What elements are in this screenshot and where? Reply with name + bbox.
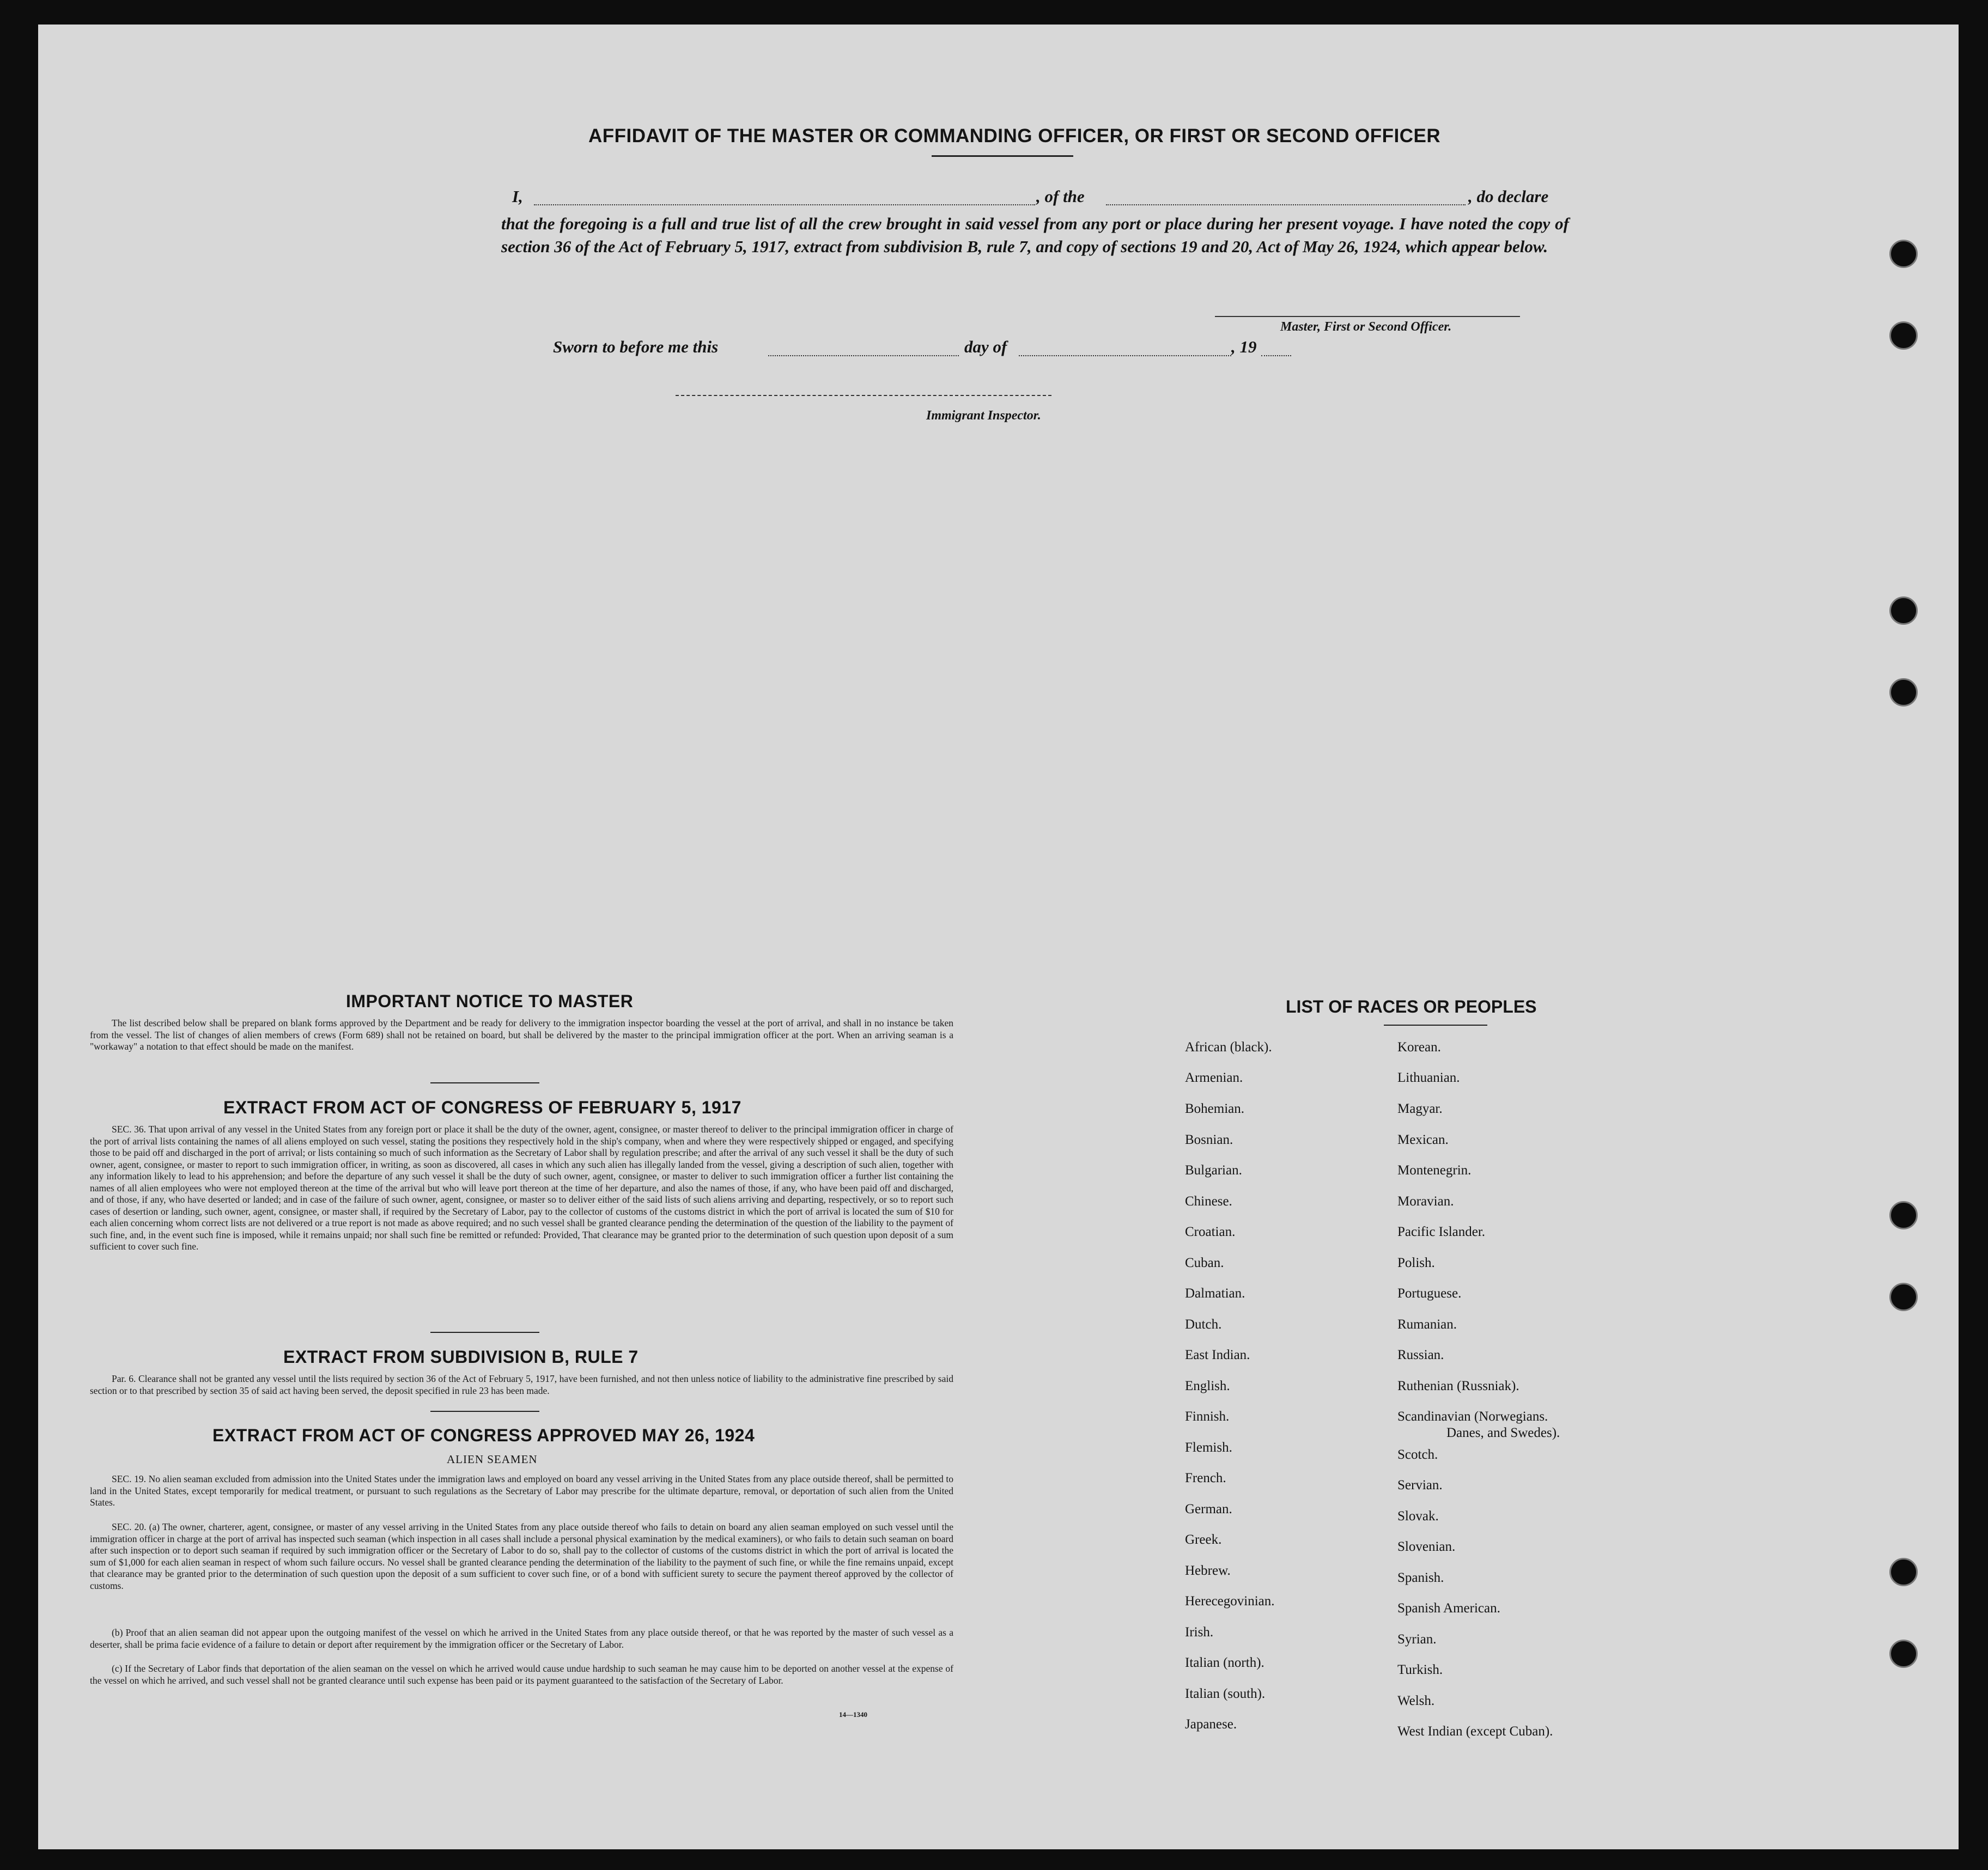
race-item: Finnish. (1185, 1409, 1230, 1424)
punch-hole (1889, 321, 1918, 350)
sec20b-text: (b) Proof that an alien seaman did not appear upon the outgoing manifest of the vessel on which he arrived in the United States from any place outside thereof, or that he was reported by the master of such vessel as a deserter, shall be prima facie evidence of a failure to detain or deport after requirement by the immigration officer or the Secretary of Labor. (90, 1627, 953, 1650)
punch-hole (1889, 678, 1918, 706)
race-item: Armenian. (1185, 1070, 1243, 1085)
races-title: LIST OF RACES OR PEOPLES (1286, 997, 1537, 1016)
race-item: Greek. (1185, 1532, 1222, 1547)
divider (430, 1082, 539, 1083)
extract-rule7-title: EXTRACT FROM SUBDIVISION B, RULE 7 (283, 1347, 639, 1367)
race-item: Moravian. (1397, 1194, 1454, 1209)
race-item: English. (1185, 1379, 1230, 1393)
master-signature-line[interactable] (1215, 316, 1520, 317)
extract-1917-title: EXTRACT FROM ACT OF CONGRESS OF FEBRUARY 5, 1917 (223, 1098, 741, 1117)
race-item: Croatian. (1185, 1225, 1236, 1239)
punch-hole (1889, 1558, 1918, 1586)
sec19-text: SEC. 19. No alien seaman excluded from admission into the United States under the immigration laws and employed on board any vessel arriving in the United States from any place outside thereof, shall be permitted to land in the United States, except temporarily for medical treatment, or pursuant to such regulations as the Secretary of Labor may prescribe for the ultimate departure, removal, or deportation of such alien from the United States. (90, 1473, 953, 1508)
sworn-month-blank[interactable] (1019, 355, 1231, 356)
race-item: Rumanian. (1397, 1317, 1457, 1332)
year-label: , 19 (1231, 337, 1257, 356)
race-item: Montenegrin. (1397, 1163, 1472, 1178)
race-item: Scotch. (1397, 1447, 1438, 1462)
race-item: Chinese. (1185, 1194, 1232, 1209)
extract-rule7-text: Par. 6. Clearance shall not be granted any vessel until the lists required by section 36 of the Act of February 5, 1917, have been furnished, and not then unless notice of liability to the administrative fine prescribed by said section or to that prescribed by section 35 of said act having been served, the deposit specified in rule 23 has been made. (90, 1373, 953, 1396)
punch-hole (1889, 596, 1918, 625)
divider (932, 155, 1073, 157)
inspector-signature-line[interactable] (676, 395, 1051, 396)
race-item: Russian. (1397, 1348, 1444, 1362)
race-item: Polish. (1397, 1256, 1435, 1270)
race-item: Bohemian. (1185, 1101, 1245, 1116)
race-item: Lithuanian. (1397, 1070, 1460, 1085)
race-item: Irish. (1185, 1625, 1214, 1640)
of-the-label: , of the (1036, 187, 1085, 206)
divider (430, 1411, 539, 1412)
extract-1924-title: EXTRACT FROM ACT OF CONGRESS APPROVED MAY 26, 1924 (212, 1426, 755, 1445)
punch-hole (1889, 1283, 1918, 1311)
sec20a-text: SEC. 20. (a) The owner, charterer, agent, consignee, or master of any vessel arriving in the United States from any place outside thereof who fails to detain on board any alien seaman employed on such vessel until the immigration officer in charge at the port of arrival has inspected such seaman (which inspection in all cases shall include a personal physical examination by the medical examiners), or who fails to detain such seaman on board after such inspection or to deport such seaman if required by such immigration officer or the Secretary of Labor to do so, shall pay to the collector of customs of the customs district in which the port of arrival is located the sum of $1,000 for each alien seaman in respect of whom such failure occurs. No vessel shall be granted clearance pending the determination of the liability to the payment of such fine, or while the fine remains unpaid, except that clearance may be granted prior to the determination of such question upon the deposit of a sum sufficient to cover such fine, or of a bond with sufficient surety to secure the payment thereof approved by the collector of customs. (90, 1521, 953, 1591)
race-item: Dutch. (1185, 1317, 1222, 1332)
sworn-label: Sworn to before me this (553, 337, 719, 356)
affidavit-i: I, (512, 187, 523, 206)
name-blank[interactable] (534, 204, 1035, 205)
vessel-blank[interactable] (1106, 204, 1466, 205)
race-item: Magyar. (1397, 1101, 1443, 1116)
punch-hole (1889, 240, 1918, 268)
race-item: Syrian. (1397, 1632, 1437, 1647)
document-page (38, 25, 1959, 1849)
race-item: Slovak. (1397, 1509, 1439, 1524)
race-item: Spanish American. (1397, 1601, 1500, 1616)
race-item: Scandinavian (Norwegians. (1397, 1409, 1548, 1424)
punch-hole (1889, 1640, 1918, 1668)
punch-hole (1889, 1201, 1918, 1229)
race-item: Servian. (1397, 1478, 1443, 1493)
inspector-caption: Immigrant Inspector. (926, 409, 1041, 423)
race-item: Welsh. (1397, 1694, 1435, 1708)
declare-label: , do declare (1468, 187, 1549, 206)
year-blank[interactable] (1261, 355, 1291, 356)
race-item: Bosnian. (1185, 1132, 1233, 1147)
race-item: East Indian. (1185, 1348, 1250, 1362)
race-item: Japanese. (1185, 1717, 1237, 1732)
race-item: West Indian (except Cuban). (1397, 1724, 1553, 1739)
race-item: French. (1185, 1471, 1226, 1485)
race-item: German. (1185, 1502, 1232, 1516)
bleed-text (1825, 106, 1832, 135)
affidavit-title: AFFIDAVIT OF THE MASTER OR COMMANDING OFFICER, OR FIRST OR SECOND OFFICER (588, 125, 1441, 147)
divider (430, 1332, 539, 1333)
notice-text: The list described below shall be prepared on blank forms approved by the Department and be ready for delivery to the immigration inspector boarding the vessel at the port of arrival, and shall in no instance be taken from the vessel. The list of changes of alien members of crews (Form 689) shall not be retained on board, but shall be delivered by the master to the principal immigration officer at the port. When an arriving seaman is a "workaway" a notation to that effect should be made on the manifest. (90, 1018, 953, 1052)
affidavit-paragraph: that the foregoing is a full and true list of all the crew brought in said vessel from any port or place during her present voyage. I have noted the copy of section 36 of the Act of February 5, 1917, extract from subdivision B, rule 7, and copy of sections 19 and 20, Act of May 26, 1924, which appear below. (501, 214, 1569, 256)
race-item: Bulgarian. (1185, 1163, 1242, 1178)
race-item: African (black). (1185, 1040, 1272, 1055)
race-item: Korean. (1397, 1040, 1441, 1055)
race-item: Dalmatian. (1185, 1286, 1245, 1301)
extract-1917-text: SEC. 36. That upon arrival of any vessel in the United States from any foreign port or place it shall be the duty of the owner, agent, consignee, or master thereof to deliver to the principal immigration officer in charge of the port of arrival lists containing the names of all aliens employed on such vessel, stating the positions they respectively hold in the ship's company, when and where they were respectively shipped or engaged, and specifying those to be paid off and discharged in the port of arrival; or lists containing so much of such information as the Secretary of Labor shall by regulation prescribe; and after the arrival of any such vessel it shall be the duty of such owner, agent, consignee, or master to report to such immigration officer, in writing, as soon as discovered, all cases in which any such alien has illegally landed from the vessel, giving a description of such alien, together with any information likely to lead to his apprehension; and before the departure of any such vessel it shall be the duty of such owner, agent, consignee, or master to deliver to such immigration officer a further list containing the names of all alien employees who were not employed thereon at the time of the arrival but who will leave port thereon at the time of her departure, and also the names of those, if any, who have been paid off and discharged, and of those, if any, who have deserted or landed; and in case of the failure of such owner, agent, consignee, or master so to deliver either of the said lists of such aliens arriving and departing, respectively, or so to report such cases of desertion or landing, such owner, agent, consignee, or master shall, if required by the Secretary of Labor, pay to the collector of customs of the customs district in which the port of arrival is located the sum of $10 for each alien concerning whom correct lists are not delivered or a true report is not made as above required; and no such vessel shall be granted clearance pending the determination of the question of the liability to the payment of such fine, and, in the event such fine is imposed, while it remains unpaid; nor shall such fine be remitted or refunded: Provided, That clearance may be granted prior to the determination of such question upon deposit of a sum sufficient to cover such fine. (90, 1124, 953, 1252)
master-caption: Master, First or Second Officer. (1280, 320, 1452, 334)
race-item: Turkish. (1397, 1662, 1443, 1677)
race-item: Italian (south). (1185, 1686, 1266, 1701)
form-number: 14—1340 (839, 1710, 867, 1719)
alien-seamen-subtitle: ALIEN SEAMEN (447, 1453, 538, 1466)
race-item: Pacific Islander. (1397, 1225, 1486, 1239)
race-item: Flemish. (1185, 1440, 1232, 1455)
race-item: Portuguese. (1397, 1286, 1462, 1301)
sec20c-text: (c) If the Secretary of Labor finds that deportation of the alien seaman on the vessel on which he arrived would cause undue hardship to such seaman he may cause him to be deported on another vessel at the expense of the vessel on which he arrived, and such vessel shall not be granted clearance until such expense has been paid or its payment guaranteed to the satisfaction of the Secretary of Labor. (90, 1663, 953, 1686)
race-item: Mexican. (1397, 1132, 1449, 1147)
day-of-label: day of (964, 337, 1007, 356)
race-item: Herecegovinian. (1185, 1594, 1275, 1609)
race-item: Danes, and Swedes). (1446, 1426, 1560, 1440)
race-item: Cuban. (1185, 1256, 1224, 1270)
race-item: Italian (north). (1185, 1655, 1264, 1670)
race-item: Spanish. (1397, 1570, 1444, 1585)
notice-title: IMPORTANT NOTICE TO MASTER (346, 991, 634, 1011)
race-item: Slovenian. (1397, 1539, 1456, 1554)
race-item: Ruthenian (Russniak). (1397, 1379, 1519, 1393)
divider (1384, 1025, 1487, 1026)
race-item: Hebrew. (1185, 1563, 1231, 1578)
sworn-day-blank[interactable] (768, 355, 959, 356)
